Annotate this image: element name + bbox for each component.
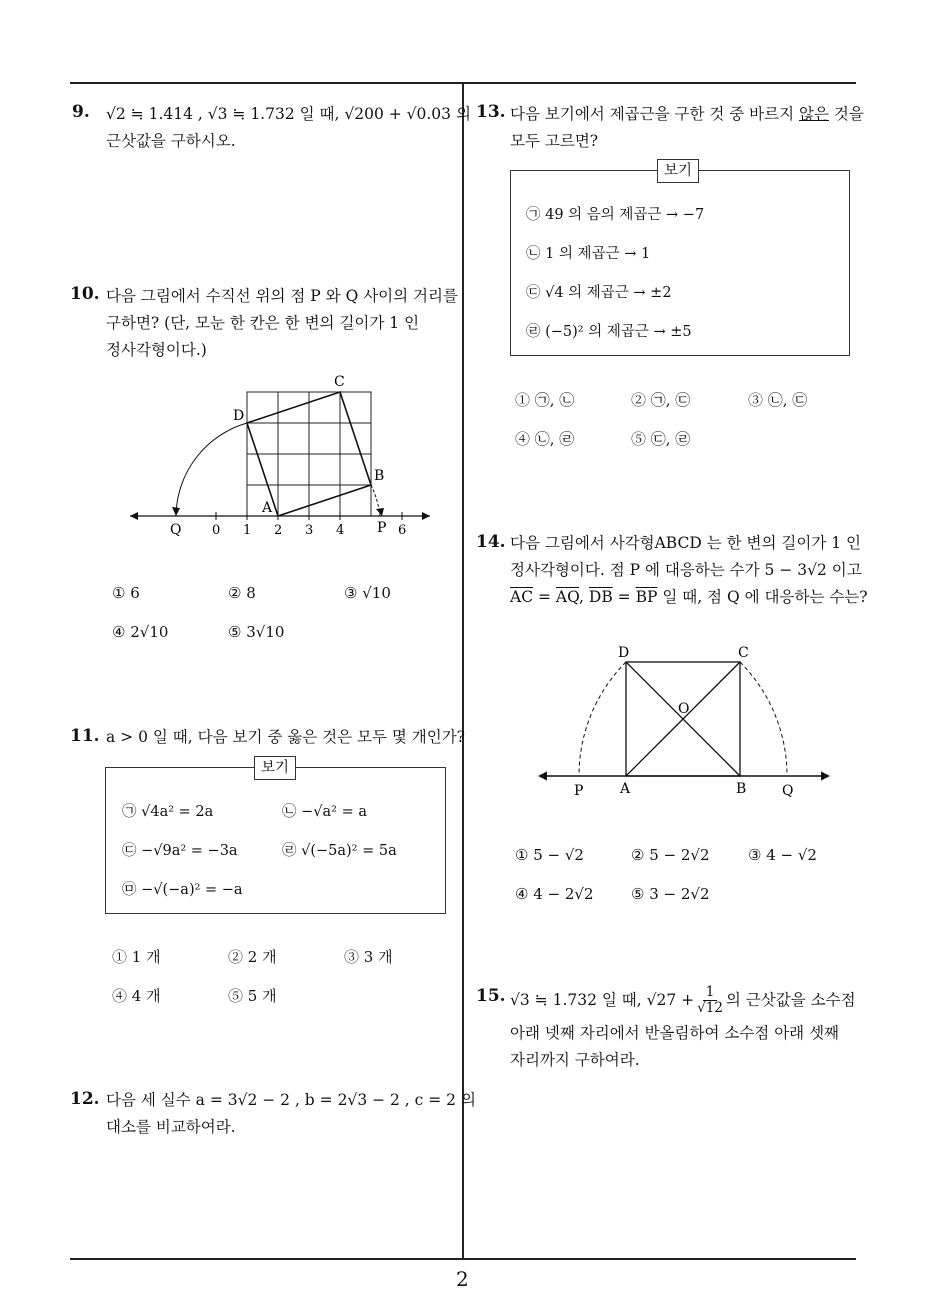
question-13-number: 13. [476,102,506,122]
fig10-label-P: P [377,520,387,536]
q13-option-5[interactable]: ⑤ ㉢, ㉣ [631,430,691,448]
fig14-label-C: C [738,645,749,661]
question-14-line2: 정사각형이다. 점 P 에 대응하는 수가 5 − 3√2 이고 [510,561,862,579]
fig10-tick-3: 3 [305,523,314,538]
q14-option-4[interactable]: ④ 4 − 2√2 [515,885,594,903]
fig14-label-P: P [574,783,584,799]
question-13-line1 [510,101,864,128]
fig10-label-C: C [334,374,345,390]
q14-eq2: = [612,588,636,606]
q14-option-1[interactable]: ① 5 − √2 [515,846,584,864]
question-10-line1: 다음 그림에서 수직선 위의 점 P 와 Q 사이의 거리를 [106,287,458,305]
q14-option-2[interactable]: ② 5 − 2√2 [631,846,710,864]
column-divider [462,83,464,1259]
q13-option-1[interactable]: ① ㉠, ㉡ [515,391,575,409]
question-9-line1: √2 ≒ 1.414 , √3 ≒ 1.732 일 때, √200 + √0.03 의 [106,105,471,123]
fig10-tick-1: 1 [243,523,252,538]
question-13-line2: 모두 고르면? [510,132,599,150]
q11-option-4[interactable]: ④ 4 개 [112,987,161,1005]
q13-option-2[interactable]: ② ㉠, ㉢ [631,391,691,409]
q11-option-5[interactable]: ⑤ 5 개 [228,987,277,1005]
question-12-number: 12. [70,1089,100,1109]
fig10-label-B: B [374,468,385,484]
question-15-line3: 자리까지 구하여라. [510,1051,640,1069]
fig10-label-Q: Q [170,522,182,538]
page-number: 2 [456,1267,469,1291]
q13-item-3: ㉢ √4 의 제곱근 → ±2 [526,285,672,301]
question-12-line2: 대소를 비교하여라. [106,1118,236,1136]
question-15-line1-a: √3 ≒ 1.732 일 때, √27 + [510,991,695,1009]
segment-AQ: $\overline{AQ}$ [555,588,580,606]
q15-fraction-denominator: √12 [697,1000,723,1016]
question-13-line1-b: 것을 [828,105,864,123]
q13-option-4[interactable]: ④ ㉡, ㉣ [515,430,575,448]
fig10-tick-4: 4 [336,523,345,538]
segment-AC: $\overline{AC}$ [510,588,534,606]
q11-option-3[interactable]: ③ 3 개 [344,948,393,966]
question-13-line1-a: 다음 보기에서 제곱근을 구한 것 중 바르지 [510,105,800,123]
q13-item-2: ㉡ 1 의 제곱근 → 1 [526,246,651,262]
q10-option-3[interactable]: ③ √10 [344,584,391,602]
fig14-label-Q: Q [782,783,794,799]
fig10-label-A: A [262,500,273,516]
q14-rest: 일 때, 점 Q 에 대응하는 수는? [657,588,868,606]
question-12-line1: 다음 세 실수 a = 3√2 − 2 , b = 2√3 − 2 , c = 2 의 [106,1091,476,1109]
q11-option-1[interactable]: ① 1 개 [112,948,161,966]
q11-item-2: ㉡ −√a² = a [282,804,367,820]
q10-option-1[interactable]: ① 6 [112,584,140,602]
q14-option-3[interactable]: ③ 4 − √2 [748,846,817,864]
question-15-number: 15. [476,986,506,1006]
question-15-line1-b: 의 근삿값을 소수점 [725,991,856,1009]
question-9-number: 9. [72,102,90,122]
fig14-label-A: A [620,781,631,797]
fig14-label-D: D [618,645,630,661]
question-15-line1 [510,985,856,1016]
fig14-label-B: B [736,781,747,797]
fig10-tick-6: 6 [398,523,407,538]
question-10-line3: 정사각형이다.) [106,341,207,359]
question-15-line2: 아래 넷째 자리에서 반올림하여 소수점 아래 셋째 [510,1024,840,1042]
q11-bogi-title: 보기 [254,756,296,780]
q13-option-3[interactable]: ③ ㉡, ㉢ [748,391,808,409]
fig10-label-D: D [233,408,245,424]
question-14-line1: 다음 그림에서 사각형ABCD 는 한 변의 길이가 1 인 [510,534,861,552]
bottom-rule [70,1258,856,1260]
q15-fraction [697,985,723,1016]
q10-option-4[interactable]: ④ 2√10 [112,623,169,641]
question-14-line3 [510,584,868,611]
q15-fraction-numerator: 1 [703,985,718,1001]
q10-option-5[interactable]: ⑤ 3√10 [228,623,285,641]
question-9-line2: 근삿값을 구하시오. [106,132,236,150]
q11-option-2[interactable]: ② 2 개 [228,948,277,966]
fig14-label-O: O [678,701,690,717]
q11-item-1: ㉠ √4a² = 2a [122,804,214,820]
question-11-number: 11. [70,726,100,746]
question-13-underlined: 않은 [799,105,829,123]
q11-item-5: ㉤ −√(−a)² = −a [122,882,243,898]
segment-DB: $\overline{DB}$ [588,588,613,606]
q13-item-1: ㉠ 49 의 음의 제곱근 → −7 [526,207,705,223]
question-10-number: 10. [70,284,100,304]
q14-option-5[interactable]: ⑤ 3 − 2√2 [631,885,710,903]
q10-option-2[interactable]: ② 8 [228,584,256,602]
q11-item-4: ㉣ √(−5a)² = 5a [282,843,397,859]
question-14-figure [530,640,840,810]
question-14-number: 14. [476,532,506,552]
question-11-line1: a > 0 일 때, 다음 보기 중 옳은 것은 모두 몇 개인가? [106,728,465,746]
segment-BP: $\overline{BP}$ [635,588,658,606]
question-10-line2: 구하면? (단, 모눈 한 칸은 한 변의 길이가 1 인 [106,314,420,332]
q13-item-4: ㉣ (−5)² 의 제곱근 → ±5 [526,324,692,340]
fig10-tick-2: 2 [274,523,283,538]
q13-bogi-title: 보기 [657,159,699,183]
q11-item-3: ㉢ −√9a² = −3a [122,843,238,859]
q14-eq1: = [533,588,556,606]
question-10-figure [120,370,440,540]
fig10-tick-0: 0 [212,523,221,538]
q14-sep: , [579,588,589,606]
